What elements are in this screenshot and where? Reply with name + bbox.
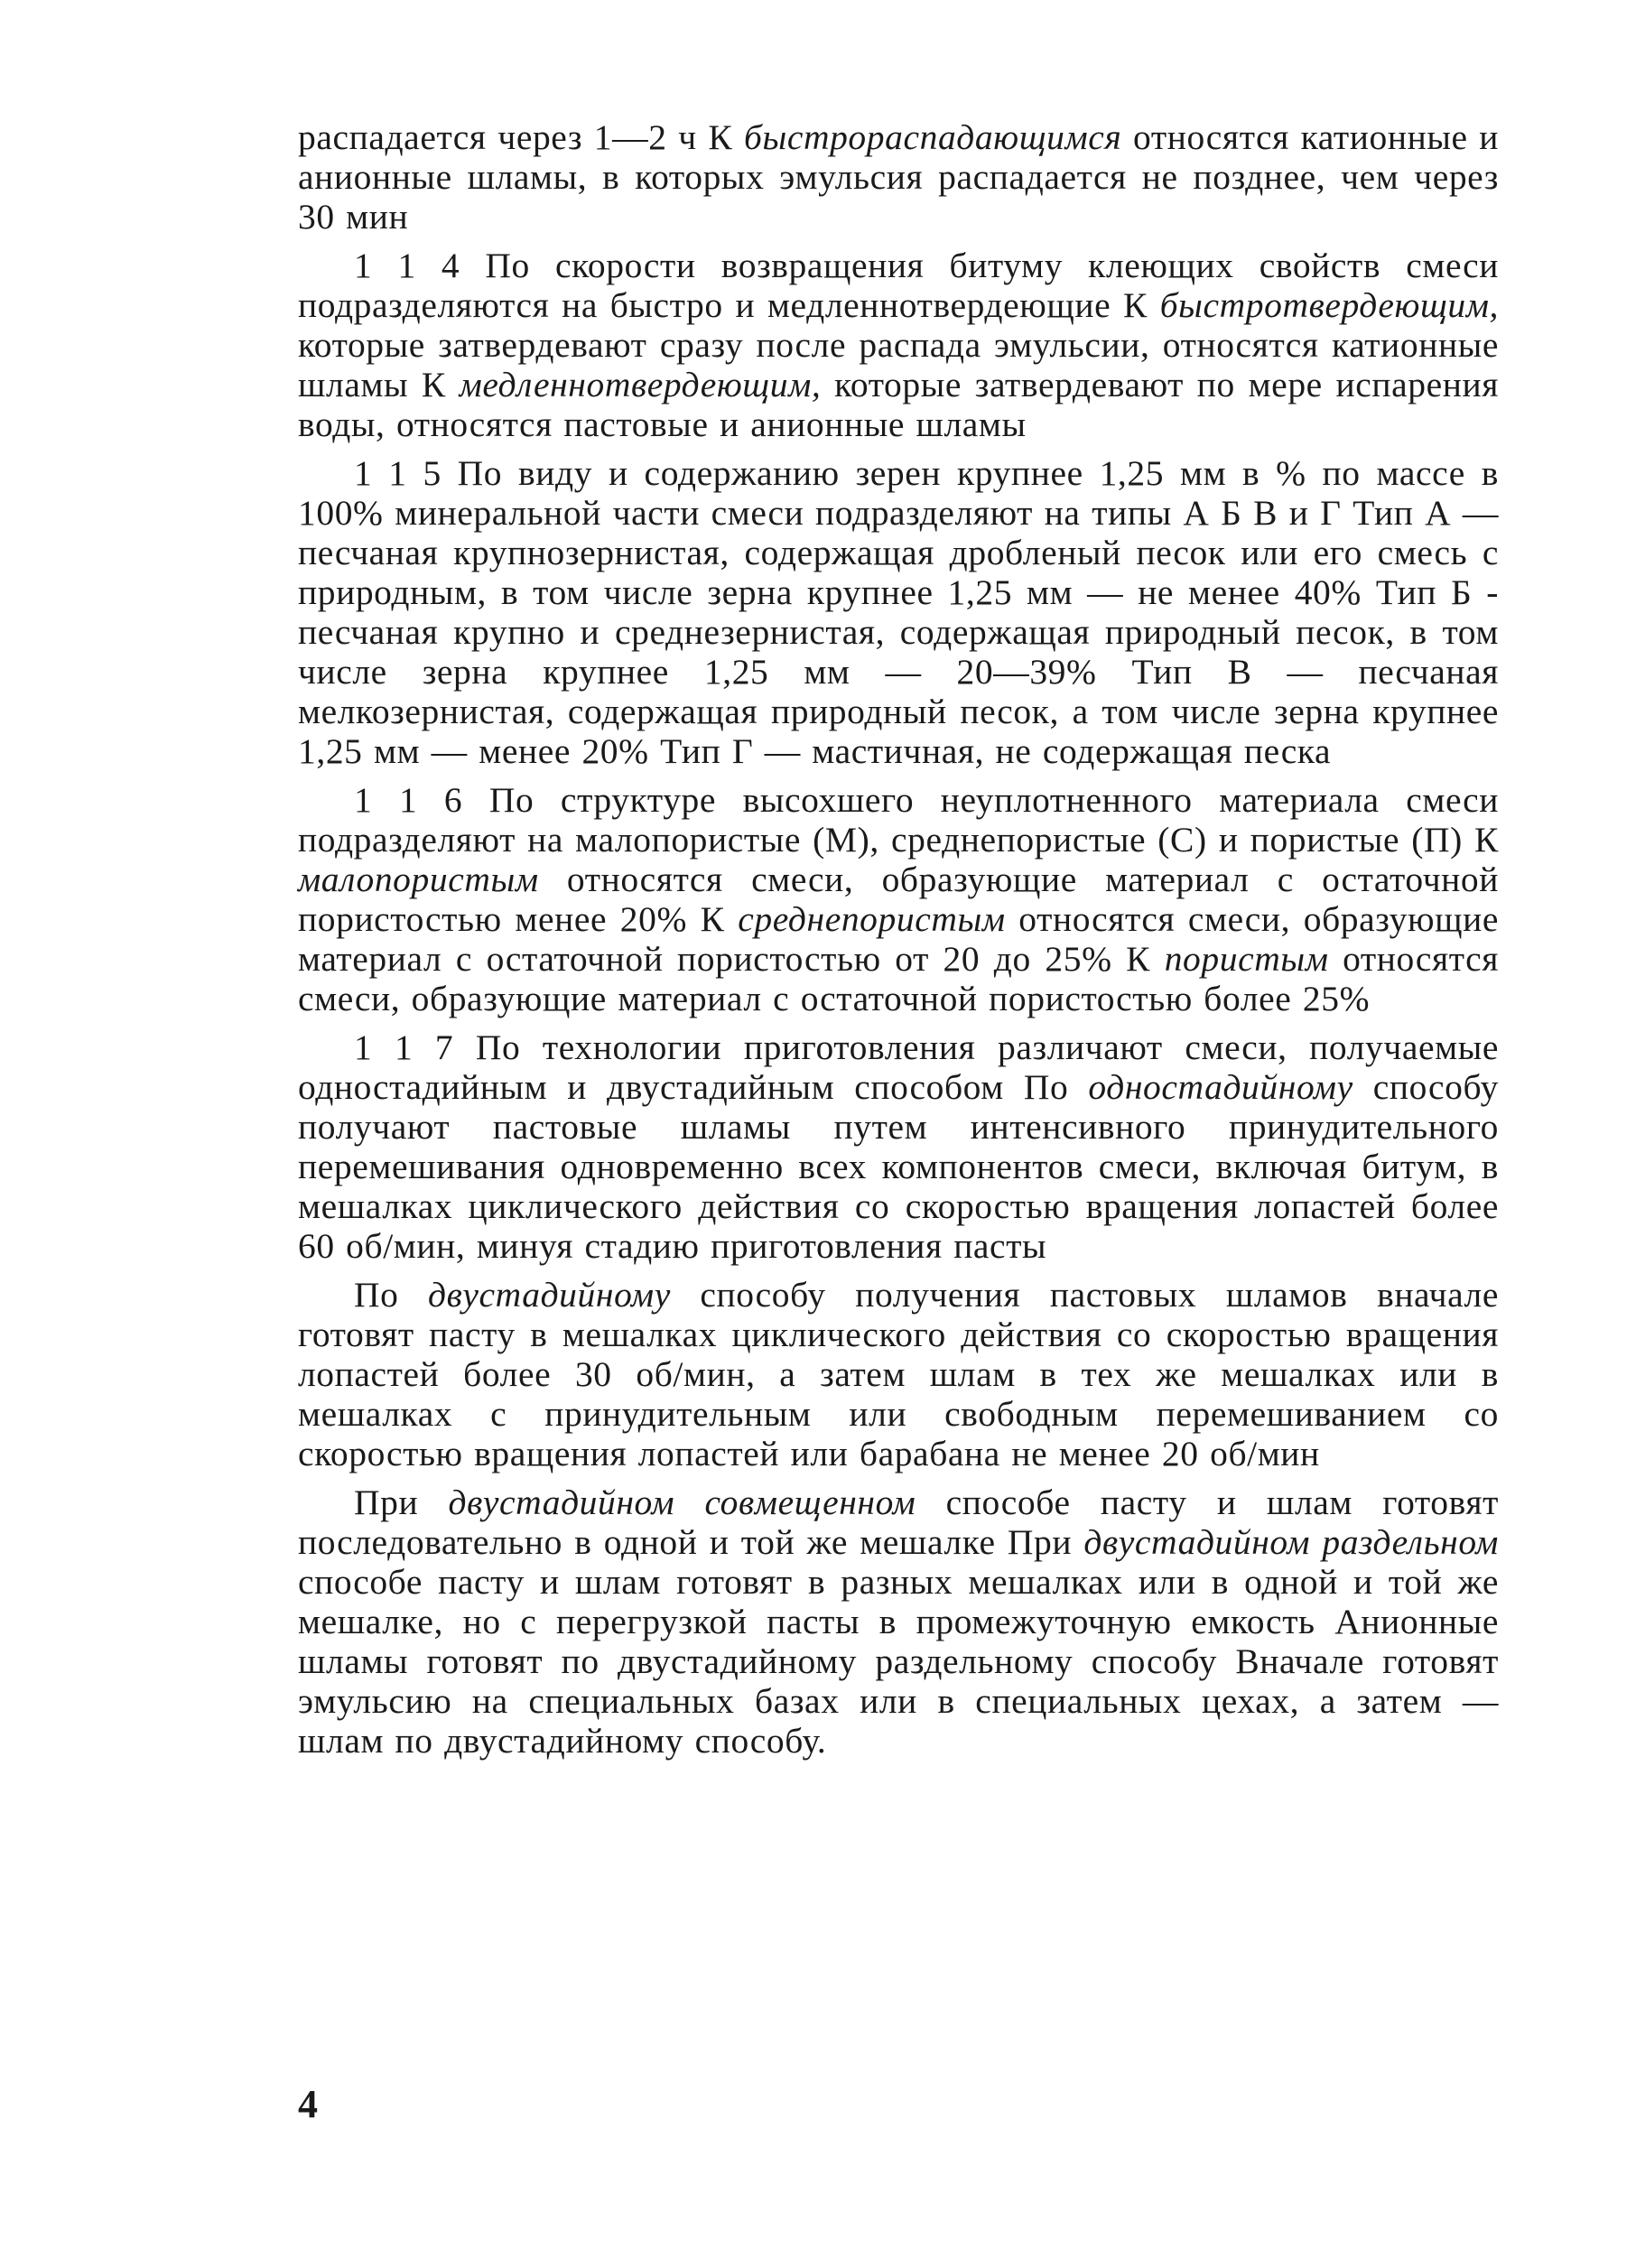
text-run: распадается через 1—2 ч К xyxy=(298,117,744,157)
italic-term: пористым xyxy=(1164,939,1329,979)
italic-term: двустадийному xyxy=(428,1275,671,1315)
text-run: 1 1 6 По структуре высохшего неуплотненного материала смеси подразделяют на малопористые (М), среднепористые (С) и пористые (П) К xyxy=(298,780,1499,860)
text-run: По xyxy=(354,1275,429,1315)
italic-term: двустадийном раздельном xyxy=(1083,1522,1499,1562)
paragraph-1-1-6 xyxy=(298,780,1499,1018)
text-run: 1 1 4 По скорости возвращения битуму клеющих свойств смеси подразделяются на быстро и медленнотвердеющие К xyxy=(298,246,1499,325)
text-run: относятся смеси, образующие материал с остаточной пористостью от 20 до 25% К xyxy=(298,899,1500,979)
italic-term: среднепористым xyxy=(738,899,1006,939)
page-body xyxy=(298,117,1499,1770)
text-run: относятся смеси, образующие материал с остаточной пористостью менее 20% К xyxy=(298,860,1499,939)
paragraph-two-stage-method xyxy=(298,1275,1499,1473)
italic-term: быстрораспадающимся xyxy=(744,117,1122,157)
italic-term: медленнотвердеющим, xyxy=(459,365,822,404)
text-run: способе пасту и шлам готовят в разных мешалках или в одной и той же мешалке, но с перегрузкой пасты в промежуточную емкость Анионные шламы готовят по двустадийному раздельному способу Вначале готовят эмульсию на специальных базах или в специальных цехах, а затем — шлам по двустадийному способу. xyxy=(298,1562,1499,1761)
paragraph-1-1-4 xyxy=(298,246,1499,444)
text-run: относятся катионные и анионные шламы, в которых эмульсия распадается не позднее, чем через 30 мин xyxy=(298,117,1500,237)
italic-term: малопористым xyxy=(298,860,539,899)
paragraph-1-1-5 xyxy=(298,453,1499,771)
text-run: способу получения пастовых шламов вначале готовят пасту в мешалках циклического действия со скоростью вращения лопастей более 30 об/мин, а затем шлам в тех же мешалках или в мешалках с принудительным или свободным перемешиванием со скоростью вращения лопастей или барабана не менее 20 об/мин xyxy=(298,1275,1499,1473)
paragraph-combined-separate-method xyxy=(298,1483,1499,1761)
text-run: 1 1 7 По технологии приготовления различают смеси, получаемые одностадийным и двустадийным способом По xyxy=(298,1027,1499,1107)
text-run: 1 1 5 По виду и содержанию зерен крупнее 1,25 мм в % по массе в 100% минеральной части смеси подразделяют на типы А Б В и Г Тип А — песчаная крупнозернистая, содержащая дробленый песок или его смесь с природным, в том числе зерна крупнее 1,25 мм — не менее 40% Тип Б - песчаная крупно и среднезернистая, содержащая природный песок, в том числе зерна крупнее 1,25 мм — 20—39% Тип В — песчаная мелкозернистая, содержащая природный песок, а том числе зерна крупнее 1,25 мм — менее 20% Тип Г — мастичная, не содержащая песка xyxy=(298,453,1499,771)
italic-term: быстротвердеющим, xyxy=(1159,285,1499,325)
text-run: способе пасту и шлам готовят последовательно в одной и той же мешалке При xyxy=(298,1483,1499,1562)
text-run: относятся смеси, образующие материал с остаточной пористостью более 25% xyxy=(298,939,1500,1018)
text-run: которые затвердевают по мере испарения воды, относятся пастовые и анионные шламы xyxy=(298,365,1499,444)
italic-term: одностадийному xyxy=(1088,1067,1353,1107)
text-run: которые затвердевают сразу после распада эмульсии, относятся катионные шламы К xyxy=(298,325,1499,404)
text-run: способу получают пастовые шламы путем интенсивного принудительного перемешивания одновременно всех компонентов смеси, включая битум, в мешалках циклического действия со скоростью вращения лопастей более 60 об/мин, минуя стадию приготовления пасты xyxy=(298,1067,1499,1266)
paragraph-continuation xyxy=(298,117,1499,237)
page-number: 4 xyxy=(298,2082,318,2126)
italic-term: двустадийном совмещенном xyxy=(448,1483,916,1522)
text-run: При xyxy=(354,1483,449,1522)
paragraph-1-1-7 xyxy=(298,1027,1499,1266)
